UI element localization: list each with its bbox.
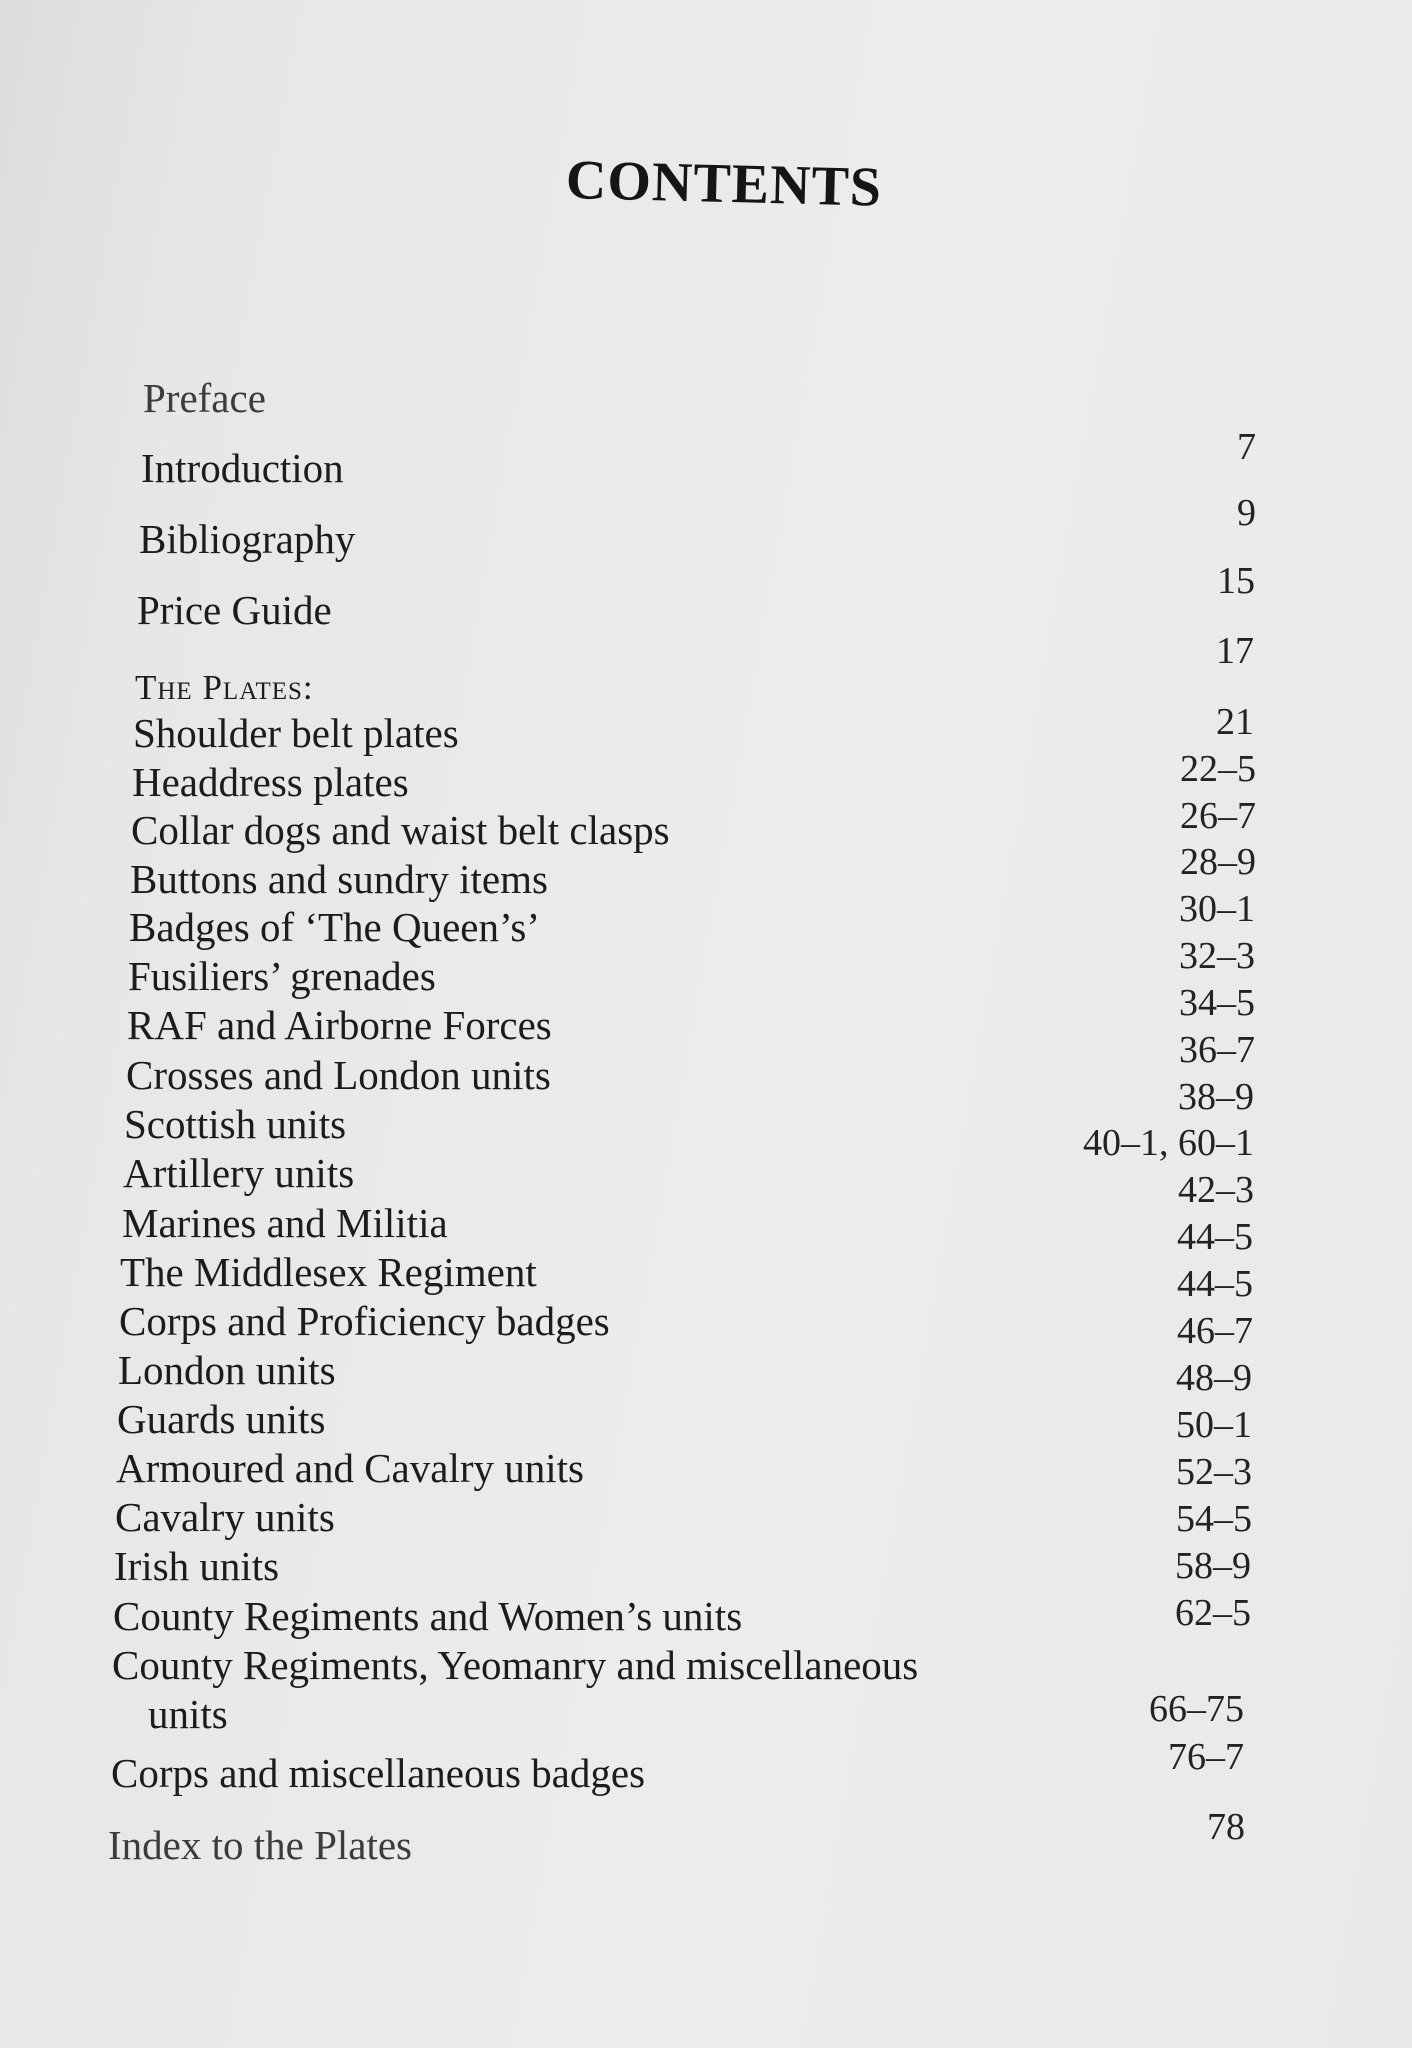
toc-entry: Corps and miscellaneous badges xyxy=(111,1750,646,1796)
toc-entry-continuation: units xyxy=(148,1691,228,1737)
toc-entry: Irish units xyxy=(114,1543,280,1589)
toc-page-number: 36–7 xyxy=(1179,1029,1255,1071)
toc-entry: London units xyxy=(118,1347,336,1393)
toc-page-number: 66–75 xyxy=(1149,1688,1244,1730)
toc-entry: Armoured and Cavalry units xyxy=(116,1445,584,1491)
toc-page-number: 15 xyxy=(1217,560,1255,602)
toc-entry: RAF and Airborne Forces xyxy=(127,1002,552,1048)
toc-entry-preface: Preface xyxy=(143,375,266,421)
toc-page-number: 46–7 xyxy=(1177,1310,1253,1352)
toc-page-number: 76–7 xyxy=(1168,1736,1244,1778)
page-title: CONTENTS xyxy=(565,149,883,219)
toc-entry-bibliography: Bibliography xyxy=(139,516,356,562)
toc-page-number: 44–5 xyxy=(1177,1263,1253,1305)
toc-entry: Badges of ‘The Queen’s’ xyxy=(129,904,541,950)
toc-entry: County Regiments, Yeomanry and miscellaneous xyxy=(112,1642,919,1688)
toc-entry: Crosses and London units xyxy=(126,1052,551,1098)
toc-entry: Shoulder belt plates xyxy=(133,710,459,756)
toc-entry: Fusiliers’ grenades xyxy=(128,953,436,999)
toc-entry: Artillery units xyxy=(123,1150,355,1196)
toc-entry: County Regiments and Women’s units xyxy=(113,1593,743,1639)
toc-page-number: 17 xyxy=(1216,630,1254,672)
toc-entry: Cavalry units xyxy=(115,1494,335,1540)
toc-entry: Headdress plates xyxy=(132,759,409,805)
toc-page-number: 78 xyxy=(1207,1806,1245,1848)
toc-page-number: 21 xyxy=(1216,701,1254,743)
toc-page-number: 40–1, 60–1 xyxy=(1083,1122,1254,1164)
toc-page-number: 28–9 xyxy=(1180,841,1256,883)
toc-page-number: 42–3 xyxy=(1178,1169,1254,1211)
toc-entry: Scottish units xyxy=(124,1101,347,1147)
plates-heading: The Plates: xyxy=(135,668,314,707)
toc-entry: Buttons and sundry items xyxy=(130,856,548,902)
toc-page-number: 34–5 xyxy=(1179,982,1255,1024)
toc-page-number: 9 xyxy=(1237,492,1256,534)
toc-page-number: 62–5 xyxy=(1175,1592,1251,1634)
toc-entry-price-guide: Price Guide xyxy=(137,587,332,633)
toc-page-number: 48–9 xyxy=(1176,1357,1252,1399)
toc-entry-index: Index to the Plates xyxy=(108,1822,413,1868)
toc-entry: Collar dogs and waist belt clasps xyxy=(131,807,670,853)
toc-entry: The Middlesex Regiment xyxy=(120,1249,537,1295)
toc-entry: Guards units xyxy=(117,1396,326,1442)
toc-page-number: 32–3 xyxy=(1179,935,1255,977)
toc-page-number: 30–1 xyxy=(1179,888,1255,930)
toc-entry-introduction: Introduction xyxy=(141,445,344,491)
toc-entry: Corps and Proficiency badges xyxy=(119,1298,610,1344)
toc-page-number: 50–1 xyxy=(1176,1404,1252,1446)
toc-entry: Marines and Militia xyxy=(122,1200,448,1246)
toc-page-number: 7 xyxy=(1237,426,1256,468)
toc-page-number: 58–9 xyxy=(1175,1545,1251,1587)
toc-page-number: 54–5 xyxy=(1176,1498,1252,1540)
toc-page-number: 22–5 xyxy=(1180,748,1256,790)
toc-page-number: 52–3 xyxy=(1176,1451,1252,1493)
toc-page-number: 38–9 xyxy=(1178,1076,1254,1118)
toc-page-number: 26–7 xyxy=(1180,795,1256,837)
toc-page-number: 44–5 xyxy=(1177,1216,1253,1258)
